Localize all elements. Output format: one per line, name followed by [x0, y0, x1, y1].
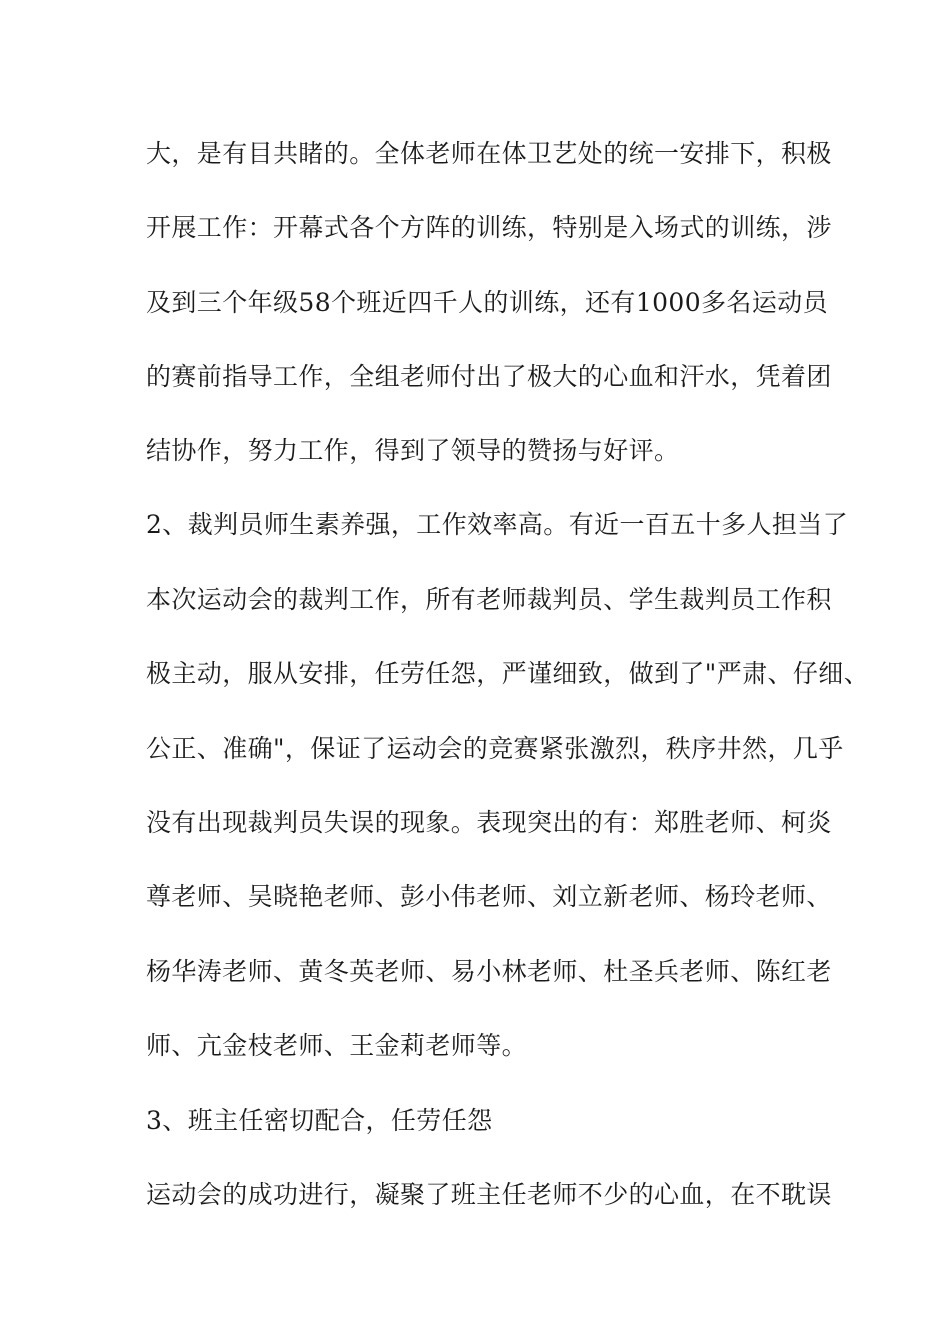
body-text-line: 的赛前指导工作，全组老师付出了极大的心血和汗水，凭着团	[146, 362, 832, 391]
body-text-line: 大，是有目共睹的。全体老师在体卫艺处的统一安排下，积极	[146, 139, 832, 168]
body-text-line: 运动会的成功进行，凝聚了班主任老师不少的心血，在不耽误	[146, 1180, 832, 1209]
body-text-line: 杨华涛老师、黄冬英老师、易小林老师、杜圣兵老师、陈红老	[146, 957, 832, 986]
body-text-line: 没有出现裁判员失误的现象。表现突出的有：郑胜老师、柯炎	[146, 808, 832, 837]
body-text-line: 极主动，服从安排，任劳任怨，严谨细致，做到了"严肃、仔细、	[146, 659, 870, 688]
body-text-line: 公正、准确"，保证了运动会的竞赛紧张激烈，秩序井然，几乎	[146, 734, 844, 763]
section-3-heading: 3、班主任密切配合，任劳任怨	[146, 1106, 493, 1135]
body-text-line: 尊老师、吴晓艳老师、彭小伟老师、刘立新老师、杨玲老师、	[146, 882, 832, 911]
body-text-line: 本次运动会的裁判工作，所有老师裁判员、学生裁判员工作积	[146, 585, 832, 614]
body-text-line: 开展工作：开幕式各个方阵的训练，特别是入场式的训练，涉	[146, 213, 832, 242]
section-2-heading-line: 2、裁判员师生素养强，工作效率高。有近一百五十多人担当了	[146, 510, 849, 539]
body-text-line: 师、亢金枝老师、王金莉老师等。	[146, 1031, 528, 1060]
body-text-line: 及到三个年级58个班近四千人的训练，还有1000多名运动员	[146, 288, 829, 317]
body-text-line: 结协作，努力工作，得到了领导的赞扬与好评。	[146, 436, 680, 465]
